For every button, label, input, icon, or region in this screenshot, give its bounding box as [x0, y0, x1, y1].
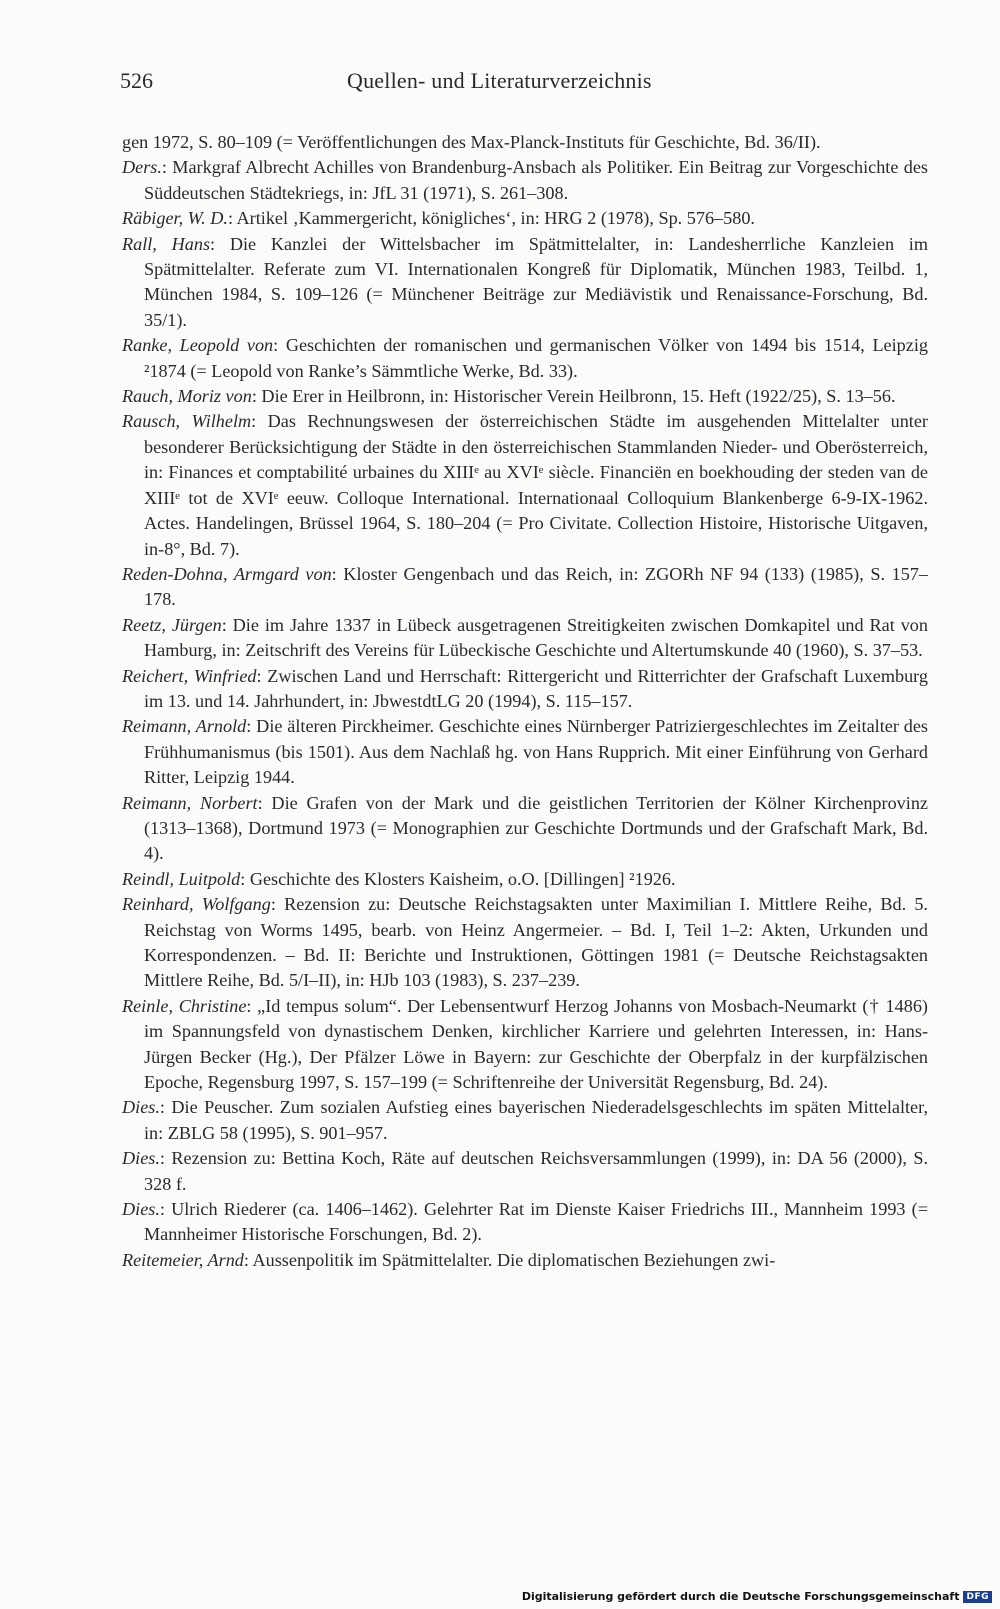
entry-author: Reinle, Christine	[122, 995, 247, 1016]
entry-text: : Die Kanzlei der Wittelsbacher im Spätmittelalter, in: Landesherrliche Kanzleien im Spätmittelalter. Referate zum VI. Internationalen Kongreß für Diplomatik, München 1983, Teilbd. 1, München 1984, S. 109–126 (= Münchener Beiträge zur Mediävistik und Renaissance-Forschung, Bd. 35/1).	[144, 233, 929, 330]
digitization-footer	[522, 1590, 992, 1603]
entry-author: Rall, Hans	[122, 233, 211, 254]
entry-author: Reimann, Arnold	[122, 716, 247, 737]
entry-author: Ranke, Leopold von	[122, 335, 274, 356]
bibliography-entry	[122, 206, 928, 231]
entry-text: : „Id tempus solum“. Der Lebensentwurf Herzog Johanns von Mosbach-Neumarkt († 1486) im Spannungsfeld von dynastischem Denken, kirchlicher Karriere und gelehrten Interessen, in: Hans-Jürgen Becker (Hg.), Der Pfälzer Löwe in Bayern: zur Geschichte der Oberpfalz in der kurpfälzischen Epoche, Regensburg 1997, S. 157–199 (= Schriftenreihe der Universität Regensburg, Bd. 24).	[144, 995, 928, 1093]
entry-author: Ders.	[122, 157, 162, 178]
bibliography-entry	[122, 232, 928, 334]
entry-author: Rauch, Moriz von	[122, 386, 252, 407]
bibliography-list	[122, 130, 928, 1273]
entry-text: : Markgraf Albrecht Achilles von Brandenburg-Ansbach als Politiker. Ein Beitrag zur Vorgeschichte des Süddeutschen Städtekriegs, in: JfL 31 (1971), S. 261–308.	[144, 157, 928, 203]
entry-author: Rausch, Wilhelm	[122, 411, 252, 432]
dfg-logo: DFG	[963, 1591, 992, 1603]
entry-text: : Kloster Gengenbach und das Reich, in: ZGORh NF 94 (133) (1985), S. 157–178.	[144, 563, 928, 610]
bibliography-entry	[122, 1146, 928, 1197]
page-number: 526	[120, 68, 153, 93]
bibliography-entry	[122, 1197, 928, 1248]
bibliography-entry	[122, 409, 928, 561]
bibliography-entry	[122, 892, 928, 994]
entry-author: Reinhard, Wolfgang	[122, 894, 271, 915]
entry-author: Räbiger, W. D.	[122, 208, 228, 229]
entry-text: : Rezension zu: Bettina Koch, Räte auf deutschen Reichsversammlungen (1999), in: DA 56 (2000), S. 328 f.	[144, 1148, 928, 1194]
bibliography-entry	[122, 384, 928, 409]
entry-author: Dies.	[122, 1097, 160, 1118]
entry-text: : Die älteren Pirckheimer. Geschichte eines Nürnberger Patriziergeschlechtes im Zeitalter des Frühhumanismus (bis 1501). Aus dem Nachlaß hg. von Hans Rupprich. Mit einer Einführung von Gerhard Ritter, Leipzig 1944.	[144, 716, 928, 788]
entry-text: : Rezension zu: Deutsche Reichstagsakten unter Maximilian I. Mittlere Reihe, Bd. 5. Reichstag von Worms 1495, bearb. von Heinz Angermeier. – Bd. I, Teil 1–2: Akten, Urkunden und Korrespondenzen. – Bd. II: Berichte und Instruktionen, Göttingen 1981 (= Deutsche Reichstagsakten Mittlere Reihe, Bd. 5/I–II), in: HJb 103 (1983), S. 237–239.	[144, 894, 928, 991]
bibliography-entry	[122, 333, 928, 384]
entry-text: : Die Grafen von der Mark und die geistlichen Territorien der Kölner Kirchenprovinz (1313–1368), Dortmund 1973 (= Monographien zur Geschichte Dortmunds und der Grafschaft Mark, Bd. 4).	[144, 792, 928, 864]
bibliography-entry	[122, 1095, 928, 1146]
entry-text: : Die Peuscher. Zum sozialen Aufstieg eines bayerischen Niederadelsgeschlechts im späten Mittelalter, in: ZBLG 58 (1995), S. 901–957.	[144, 1097, 928, 1143]
entry-text: : Das Rechnungswesen der österreichischen Städte im ausgehenden Mittelalter unter besonderer Berücksichtigung der Städte in den österreichischen Stammlanden Nieder- und Oberösterreich, in: Finances et comptabilité urbaines du XIIIᵉ au XVIᵉ siècle. Financiën en boekhouding der steden van de XIIIᵉ tot de XVIᵉ eeuw. Colloque International. Internationaal Colloquium Blankenberge 6-9-IX-1962. Actes. Handelingen, Brüssel 1964, S. 180–204 (= Pro Civitate. Collection Histoire, Historische Uitgaven, in-8°, Bd. 7).	[144, 411, 928, 559]
entry-text: : Geschichte des Klosters Kaisheim, o.O. [Dillingen] ²1926.	[240, 868, 676, 889]
running-title: Quellen- und Literaturverzeichnis	[347, 68, 652, 93]
footer-text: Digitalisierung gefördert durch die Deutsche Forschungsgemeinschaft	[521, 1590, 960, 1603]
entry-text: : Geschichten der romanischen und germanischen Völker von 1494 bis 1514, Leipzig ²1874 (= Leopold von Ranke’s Sämmtliche Werke, Bd. 33).	[144, 335, 928, 381]
entry-author: Dies.	[122, 1148, 160, 1169]
entry-text: : Die im Jahre 1337 in Lübeck ausgetragenen Streitigkeiten zwischen Domkapitel und Rat von Hamburg, in: Zeitschrift des Vereins für Lübeckische Geschichte und Altertumskunde 40 (1960), S. 37–53.	[144, 614, 928, 661]
bibliography-entry	[122, 791, 928, 867]
bibliography-entry	[122, 867, 928, 892]
entry-author: Reimann, Norbert	[122, 792, 258, 813]
entry-text: : Artikel ‚Kammergericht, königliches‘, in: HRG 2 (1978), Sp. 576–580.	[227, 208, 755, 229]
bibliography-entry	[122, 1248, 928, 1273]
entry-text: : Die Erer in Heilbronn, in: Historischer Verein Heilbronn, 15. Heft (1922/25), S. 13–56.	[251, 386, 896, 407]
entry-author: Reichert, Winfried	[122, 665, 257, 686]
entry-author: Reden-Dohna, Armgard von	[122, 563, 332, 584]
entry-text: gen 1972, S. 80–109 (= Veröffentlichungen des Max-Planck-Instituts für Geschichte, Bd. 36/II).	[122, 132, 821, 152]
entry-text: : Zwischen Land und Herrschaft: Rittergericht und Ritterrichter der Grafschaft Luxemburg im 13. und 14. Jahrhundert, in: JbwestdtLG 20 (1994), S. 115–157.	[144, 665, 928, 711]
entry-author: Reitemeier, Arnd	[122, 1249, 244, 1270]
bibliography-entry	[122, 714, 928, 790]
bibliography-entry	[122, 562, 928, 613]
page-header	[120, 68, 920, 108]
bibliography-entry	[122, 994, 928, 1096]
entry-author: Dies.	[122, 1199, 160, 1220]
entry-text: : Aussenpolitik im Spätmittelalter. Die diplomatischen Beziehungen zwi-	[243, 1249, 776, 1270]
bibliography-entry	[122, 130, 928, 155]
entry-author: Reetz, Jürgen	[122, 614, 222, 635]
entry-author: Reindl, Luitpold	[122, 868, 241, 889]
bibliography-entry	[122, 613, 928, 664]
entry-text: : Ulrich Riederer (ca. 1406–1462). Gelehrter Rat im Dienste Kaiser Friedrichs III., Mannheim 1993 (= Mannheimer Historische Forschungen, Bd. 2).	[144, 1199, 928, 1245]
bibliography-entry	[122, 155, 928, 206]
bibliography-entry	[122, 664, 928, 715]
